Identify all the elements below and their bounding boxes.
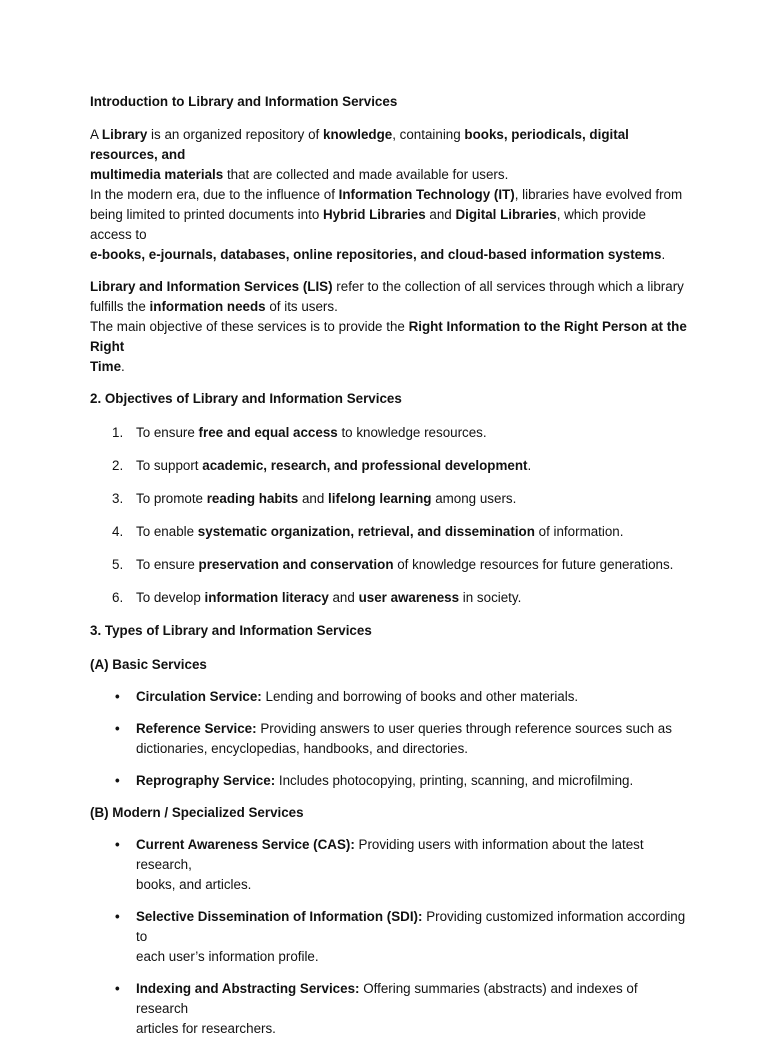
text-run: A xyxy=(90,127,102,142)
bold-term: Library and Information Services (LIS) xyxy=(90,279,333,294)
list-item xyxy=(90,771,690,791)
list-item xyxy=(90,687,690,707)
bullet-icon: • xyxy=(115,837,120,852)
list-item xyxy=(90,423,690,443)
text-run: of its users. xyxy=(265,299,338,314)
section-heading-objectives: 2. Objectives of Library and Information Services xyxy=(90,391,402,406)
bullet-icon: • xyxy=(115,721,120,736)
modern-services-list xyxy=(90,835,690,1039)
text-run: To support xyxy=(136,458,203,473)
text-run: . xyxy=(661,247,666,262)
bold-term: Reprography Service: xyxy=(136,773,276,788)
text-line xyxy=(90,277,690,297)
bold-term: lifelong learning xyxy=(328,491,432,506)
section-heading-types: 3. Types of Library and Information Services xyxy=(90,623,372,638)
bold-term: Circulation Service: xyxy=(136,689,262,704)
bold-term: information needs xyxy=(149,299,266,314)
subheading-modern-services: (B) Modern / Specialized Services xyxy=(90,805,304,820)
basic-services-list xyxy=(90,687,690,791)
text-line xyxy=(90,245,690,265)
list-item xyxy=(90,555,690,575)
list-item xyxy=(90,522,690,542)
text-line xyxy=(90,125,690,165)
bullet-icon: • xyxy=(115,773,120,788)
text-run: Providing users with information about the latest research, xyxy=(136,837,644,872)
text-line xyxy=(90,205,690,245)
text-run: refer to the collection of all services through which a library xyxy=(332,279,684,294)
bold-term: multimedia materials xyxy=(90,167,224,182)
bold-term: reading habits xyxy=(206,491,299,506)
text-run: To enable xyxy=(136,524,198,539)
list-number: 3. xyxy=(112,491,124,506)
text-run: of knowledge resources for future generations. xyxy=(393,557,674,572)
bold-term: e-books, e-journals, databases, online repositories, and cloud-based information systems xyxy=(90,247,662,262)
bold-term: Right Information to the Right Person at the Right xyxy=(90,319,687,354)
list-item xyxy=(90,907,690,967)
bold-term: Hybrid Libraries xyxy=(322,207,426,222)
text-run: Includes photocopying, printing, scanning, and microfilming. xyxy=(275,773,634,788)
text-run: among users. xyxy=(431,491,517,506)
bold-term: Library xyxy=(101,127,148,142)
text-run: that are collected and made available for users. xyxy=(223,167,509,182)
text-run: To develop xyxy=(136,590,205,605)
text-run: To ensure xyxy=(136,557,199,572)
text-run: To ensure xyxy=(136,425,199,440)
list-item xyxy=(90,979,690,1039)
bold-term: user awareness xyxy=(358,590,460,605)
text-run: In the modern era, due to the influence of xyxy=(90,187,339,202)
text-run: articles for researchers. xyxy=(136,1021,276,1036)
bold-term: Current Awareness Service (CAS): xyxy=(136,837,355,852)
text-run: . xyxy=(527,458,532,473)
text-run: of information. xyxy=(534,524,624,539)
subheading-basic-services: (A) Basic Services xyxy=(90,657,207,672)
text-line xyxy=(90,357,690,377)
bold-term: Selective Dissemination of Information (SDI): xyxy=(136,909,423,924)
bold-term: preservation and conservation xyxy=(198,557,394,572)
text-line xyxy=(90,297,690,317)
bold-term: information literacy xyxy=(204,590,329,605)
text-line xyxy=(90,165,690,185)
text-run: is an organized repository of xyxy=(147,127,323,142)
bold-term: Time xyxy=(90,359,122,374)
text-line xyxy=(90,317,690,357)
text-run: and xyxy=(425,207,456,222)
text-run: . xyxy=(121,359,125,374)
text-run: books, and articles. xyxy=(136,877,252,892)
text-run: and xyxy=(298,491,329,506)
text-run: Lending and borrowing of books and other materials. xyxy=(261,689,579,704)
text-run: The main objective of these services is to provide the xyxy=(90,319,409,334)
bold-term: free and equal access xyxy=(198,425,338,440)
bullet-icon: • xyxy=(115,689,120,704)
bold-term: books, periodicals, digital resources, and xyxy=(90,127,629,162)
bold-term: Information Technology (IT) xyxy=(338,187,515,202)
bold-term: knowledge xyxy=(323,127,393,142)
bold-term: systematic organization, retrieval, and dissemination xyxy=(197,524,535,539)
text-run: , containing xyxy=(392,127,465,142)
bold-term: Indexing and Abstracting Services: xyxy=(136,981,360,996)
text-run: Providing customized information according to xyxy=(136,909,686,944)
text-run: Providing answers to user queries through reference sources such as xyxy=(256,721,672,736)
bold-term: academic, research, and professional development xyxy=(202,458,528,473)
text-run: To promote xyxy=(136,491,207,506)
text-run: being limited to printed documents into xyxy=(90,207,323,222)
text-line xyxy=(90,185,690,205)
list-number: 5. xyxy=(112,557,124,572)
text-run: to knowledge resources. xyxy=(337,425,487,440)
list-item xyxy=(90,719,690,759)
intro-paragraph-1 xyxy=(90,125,690,265)
bold-term: Reference Service: xyxy=(136,721,257,736)
bullet-icon: • xyxy=(115,909,120,924)
bullet-icon: • xyxy=(115,981,120,996)
list-number: 1. xyxy=(112,425,124,440)
text-run: , which provide access to xyxy=(90,207,647,242)
list-item xyxy=(90,835,690,895)
text-run: each user’s information profile. xyxy=(136,949,319,964)
list-number: 6. xyxy=(112,590,124,605)
text-run: and xyxy=(328,590,359,605)
document-body xyxy=(90,92,690,1051)
list-item xyxy=(90,588,690,608)
objectives-list xyxy=(90,423,690,608)
document-title: Introduction to Library and Information Services xyxy=(90,94,398,109)
list-item xyxy=(90,489,690,509)
bold-term: Digital Libraries xyxy=(455,207,557,222)
intro-paragraph-2 xyxy=(90,277,690,377)
list-number: 2. xyxy=(112,458,124,473)
text-run: in society. xyxy=(459,590,522,605)
text-run: , libraries have evolved from xyxy=(514,187,683,202)
text-run: fulfills the xyxy=(90,299,150,314)
text-run: Offering summaries (abstracts) and indexes of research xyxy=(136,981,638,1016)
list-number: 4. xyxy=(112,524,124,539)
list-item xyxy=(90,456,690,476)
text-run: dictionaries, encyclopedias, handbooks, and directories. xyxy=(136,741,468,756)
